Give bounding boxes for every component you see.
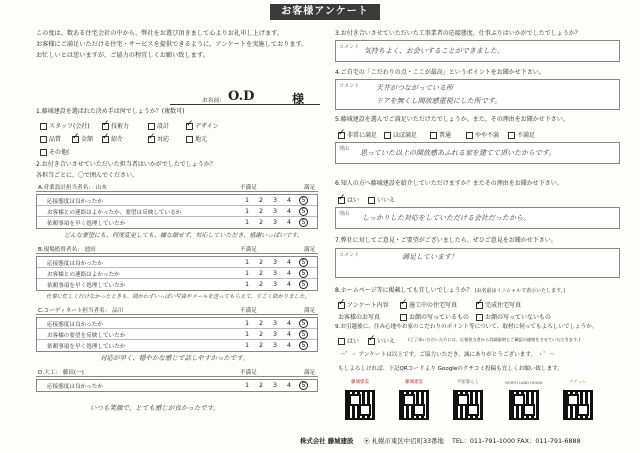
eval-row: 応接態度は良かったか 1 2 3 4 5 bbox=[37, 380, 317, 391]
qr-logo: 平屋暮らし bbox=[456, 380, 480, 385]
q9-text: 9.お引越後に、住み心地やお家のこだわりのポイント等について、取材に伺ってもよろしいでしょうか。 bbox=[335, 324, 598, 330]
section-a-head: A.営業設計担当者名： 山本 不満足 満足 bbox=[36, 182, 318, 192]
intro-text bbox=[36, 28, 326, 61]
name-suffix: 様 bbox=[292, 92, 305, 106]
qr-code-icon bbox=[563, 390, 593, 420]
q5-option[interactable]: ほぼ満足 bbox=[384, 130, 417, 139]
q1-checkbox bbox=[102, 123, 109, 130]
section-c-table bbox=[36, 317, 318, 352]
qr-code-icon bbox=[345, 390, 375, 420]
q1-option[interactable]: その他( bbox=[40, 147, 69, 156]
section-c-comment: 対応が早く、穏やかな感じで話しやすかったです。 bbox=[100, 354, 249, 362]
q6-option[interactable]: いいえ bbox=[368, 195, 395, 204]
q5-option[interactable]: 不満足 bbox=[508, 130, 535, 139]
q1-option[interactable]: 品質 bbox=[40, 134, 61, 143]
q1-checkbox bbox=[40, 149, 47, 156]
q1-option[interactable]: ✓ デザイン bbox=[186, 121, 219, 130]
eval-row: 依頼事項を早く処理していたか 1 2 3 4 5 bbox=[37, 217, 317, 228]
qr-code-icon bbox=[399, 390, 429, 420]
qr-logo: ナチュレ bbox=[569, 380, 587, 385]
qr-code-icon bbox=[453, 390, 483, 420]
qr-item[interactable] bbox=[392, 378, 436, 430]
footer bbox=[300, 436, 581, 445]
q1-option[interactable]: 設計 bbox=[148, 121, 169, 130]
q5-checkbox bbox=[338, 132, 345, 139]
qr-item[interactable] bbox=[556, 378, 600, 430]
q8-option[interactable]: ✓アンケート内容 bbox=[338, 300, 389, 309]
q7-comment: 満足しています！ bbox=[402, 253, 458, 261]
company-address: 札幌市東区中沼町33番地 bbox=[371, 437, 444, 445]
q4-text: 4.ご自宅の「こだわりの点・ここが最高」というポイントをお聞かせ下さい。 bbox=[335, 69, 545, 76]
eval-row: 応接態度は良かったか 1 2 3 4 5 bbox=[37, 318, 317, 329]
section-a-table bbox=[36, 194, 318, 229]
section-d-head: D.大工： 藤田(一) 不満足 満足 bbox=[36, 367, 318, 377]
q8-photo-option[interactable]: お顔の写っていないもの bbox=[476, 312, 551, 321]
qr-item[interactable] bbox=[338, 378, 382, 430]
q9-option[interactable]: ✓ いいえ bbox=[368, 336, 395, 345]
q6-reason-box[interactable]: 理由 しっかりした対応をしていただける会社だったから。 bbox=[335, 207, 620, 229]
q9-checkbox bbox=[368, 338, 375, 345]
q5-checkbox bbox=[384, 132, 391, 139]
page-title: お客様アンケート bbox=[270, 4, 380, 20]
q5-checkbox bbox=[466, 132, 473, 139]
q7-comment-box[interactable]: コメント 満足しています！ bbox=[335, 248, 620, 278]
section-b-head: B.現場監督者名： 池田 不満足 満足 bbox=[36, 244, 318, 254]
q8-checkbox bbox=[338, 302, 345, 309]
q8-checkbox bbox=[476, 302, 483, 309]
q1-option[interactable]: ✓ 金額 bbox=[72, 134, 93, 143]
q8-photo-checkbox bbox=[476, 314, 483, 321]
q1-option[interactable]: 地元 bbox=[186, 134, 207, 143]
q8-option[interactable]: ✓ 完成住宅写真 bbox=[476, 300, 521, 309]
section-d-table bbox=[36, 379, 318, 392]
q3-comment: 気持ちよく、お会いすることができました。 bbox=[364, 47, 504, 55]
q9-note: (ご了承いただいた方には、広報担当者から詳細説明とご確認の連絡をさせていただきます。) bbox=[408, 337, 581, 342]
name-field[interactable] bbox=[170, 91, 320, 105]
qr-item[interactable] bbox=[500, 378, 548, 430]
qr-item[interactable] bbox=[446, 378, 490, 430]
qr-logo: 藤城建設 bbox=[351, 380, 369, 385]
q5-checkbox bbox=[508, 132, 515, 139]
eval-row: お客様との連絡はよかったか、要望は反映しているか 1 2 3 4 5 bbox=[37, 206, 317, 217]
qr-logo: NORTH LAND HOUSE bbox=[505, 381, 543, 385]
q5-comment: 思っていた以上の開放感あふれる家を建てて頂いたからです。 bbox=[360, 149, 556, 157]
q1-checkbox bbox=[102, 136, 109, 143]
q8-photo-option[interactable]: お顔の写っているもの bbox=[400, 312, 469, 321]
q8-photo-label: お客様のお写真 bbox=[338, 314, 381, 321]
q2-sub: 各担当ごとに、〇で囲んでください。 bbox=[36, 172, 139, 179]
eval-row: 応接態度は良かったか 1 2 3 4 5 bbox=[37, 195, 317, 206]
q5-option[interactable]: 普通 bbox=[430, 130, 451, 139]
q6-checkbox bbox=[368, 197, 375, 204]
q5-option[interactable]: ✓非常に満足 bbox=[338, 130, 377, 139]
q5-reason-box[interactable]: 理由 思っていた以上の開放感あふれる家を建てて頂いたからです。 bbox=[335, 142, 620, 164]
company-tel: TEL：011-791-1000 FAX：011-791-6888 bbox=[451, 437, 581, 445]
q1-checkbox bbox=[148, 136, 155, 143]
q8-option[interactable]: ✓ 施工中の住宅写真 bbox=[400, 300, 457, 309]
q1-checkbox bbox=[186, 123, 193, 130]
eval-row: お客様との連絡はよかったか 1 2 3 4 5 bbox=[37, 268, 317, 279]
q9-checkbox bbox=[338, 338, 345, 345]
thanks-text: 〜゜・ アンケートは以上です。ご協力いただき、誠にありがとうございます。 ・゜〜 bbox=[340, 352, 555, 358]
q1-option[interactable]: ✓ 対応 bbox=[148, 134, 169, 143]
q1-checkbox bbox=[148, 123, 155, 130]
company-name: 株式会社 藤城建設 bbox=[300, 437, 354, 445]
q3-comment-box[interactable]: コメント 気持ちよく、お会いすることができました。 bbox=[335, 40, 620, 62]
qr-logo: 藤城建設 bbox=[405, 380, 423, 385]
q1-checkbox bbox=[72, 136, 79, 143]
q6-text: 6.知人の方へ藤城建設を紹介していただけますか？またその理由をお聞かせ下さい。 bbox=[335, 180, 563, 187]
section-b-table bbox=[36, 256, 318, 291]
section-d-comment: いつも笑顔で、とても感じが良かったです。 bbox=[90, 404, 220, 412]
q3-text: 3.お付き合いさせていただいた工事業者の応接態度、仕事ぶりはいかがでしたでしょうか？ bbox=[335, 30, 581, 37]
map-pin-icon: ⦿ bbox=[363, 437, 370, 445]
q4-comment-box[interactable]: コメント 天井がつながっている所 ドアを無くし開放感重視にした所です。 bbox=[335, 79, 620, 110]
q8-text: 8.ホームページ等に掲載しても宜しいでしょうか？ (お名前はイニシャルで表示いたします。) bbox=[335, 287, 566, 294]
name-value: O.D bbox=[228, 89, 255, 104]
q1-option[interactable]: スタッフ(会社) bbox=[40, 121, 90, 130]
q1-checkbox bbox=[186, 136, 193, 143]
q2-text: 2.お付き合いさせていただいた担当者はいかがでしたでしょうか？ bbox=[36, 161, 216, 168]
section-c-head: C.コーディネート担当者名： 品川 不満足 満足 bbox=[36, 305, 318, 315]
eval-row: 応接態度は良かったか 1 2 3 4 5 bbox=[37, 257, 317, 268]
q4-comment-line: 天井がつながっている所 bbox=[376, 84, 453, 92]
qr-codes bbox=[338, 378, 610, 430]
q1-checkbox bbox=[40, 136, 47, 143]
qr-code-icon bbox=[509, 390, 539, 420]
q1-option[interactable]: ✓ 紹介 bbox=[102, 134, 123, 143]
q7-text: 7.弊社に対してご意見・ご要望がございましたら、ぜひご意見をお聞かせ下さい。 bbox=[335, 237, 557, 244]
eval-row: 依頼事項を早く処理していたか 1 2 3 4 5 bbox=[37, 279, 317, 290]
q8-checkbox bbox=[400, 302, 407, 309]
q6-comment: しっかりした対応をしていただける会社だったから。 bbox=[362, 214, 530, 222]
q5-text: 5.藤城建設を選んでご満足いただけたでしょうか。また、その理由をお聞かせ下さい。 bbox=[335, 116, 569, 123]
q9-option[interactable]: はい bbox=[338, 336, 359, 345]
intro-line: お客様にご満足いただける住宅・サービスを提供できるように、アンケートを実施しております。 bbox=[36, 41, 308, 48]
section-a-comment: どんな要望にも、何度変更しても、嫌な顔せず、対応していただき、感謝いっぱいです。 bbox=[64, 232, 303, 239]
q1-checkbox bbox=[40, 123, 47, 130]
q5-checkbox bbox=[430, 132, 437, 139]
q5-option[interactable]: やや不満 bbox=[466, 130, 499, 139]
q1-option[interactable]: ✓ 技術力 bbox=[102, 121, 129, 130]
q6-option[interactable]: ✓はい bbox=[338, 195, 359, 204]
name-label: お名前: bbox=[202, 98, 222, 104]
intro-line: お忙しいとは思いますが、ご協力の程宜しくお願い致します。 bbox=[36, 52, 209, 59]
q4-comment-line: ドアを無くし開放感重視にした所です。 bbox=[376, 97, 502, 105]
eval-row: お客様の要望を反映していたか 1 2 3 4 5 bbox=[37, 329, 317, 340]
eval-row: 依頼事項を早く処理していたか 1 2 3 4 5 bbox=[37, 340, 317, 351]
intro-line: この度は、数ある住宅会社の中から、弊社をお選び頂きまして心よりお礼申し上げます。 bbox=[36, 30, 284, 37]
q8-photo-checkbox bbox=[400, 314, 407, 321]
review-request: もしよろしければ、下記QRコードより Googleのクチコミ投稿も宜しくお願い致します。 bbox=[338, 366, 563, 372]
q6-checkbox bbox=[338, 197, 345, 204]
section-b-comment: 仕事に忙しく行けなかったときも、間かわずいっぱい写真やメールを送ってもらえて、すごく助かりました。 bbox=[46, 294, 310, 300]
q1-text: 1.藤城建設を選ばれた決め手は何でしょうか？(複数可) bbox=[36, 108, 185, 115]
